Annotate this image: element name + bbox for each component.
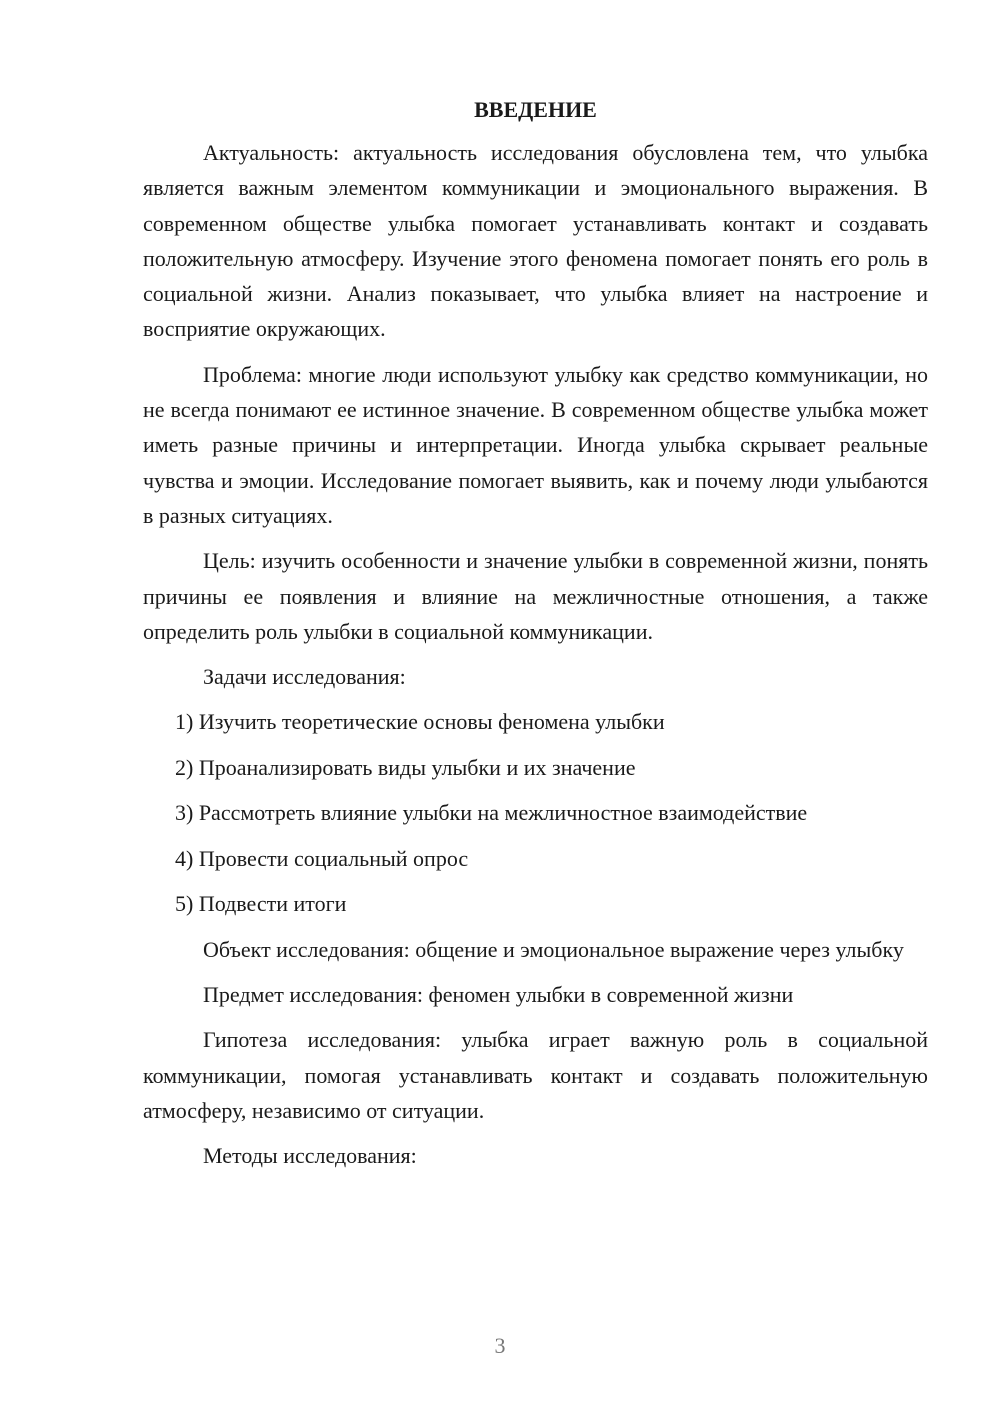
task-item-5: 5) Подвести итоги (175, 891, 347, 917)
document-page (143, 92, 928, 1184)
relevance-paragraph: Актуальность: актуальность исследования обусловлена тем, что улыбка является важным элементом коммуникации и эмоционального выражения. В современном обществе улыбка помогает устанавливать контакт и создавать положительную атмосферу. Изучение этого феномена помогает понять его роль в социальной жизни. Анализ показывает, что улыбка влияет на настроение и восприятие окружающих. (143, 140, 928, 342)
methods-heading: Методы исследования: (203, 1143, 417, 1169)
hypothesis-paragraph: Гипотеза исследования: улыбка играет важную роль в социальной коммуникации, помогая устанавливать контакт и создавать положительную атмосферу, независимо от ситуации. (143, 1027, 928, 1124)
tasks-list (143, 704, 928, 921)
subject-paragraph: Предмет исследования: феномен улыбки в современной жизни (203, 982, 794, 1008)
tasks-heading: Задачи исследования: (203, 664, 406, 690)
page-title: ВВЕДЕНИЕ (474, 97, 597, 122)
task-item-1: 1) Изучить теоретические основы феномена улыбки (175, 709, 665, 735)
page-number: 3 (494, 1333, 506, 1358)
problem-paragraph: Проблема: многие люди используют улыбку как средство коммуникации, но не всегда понимают ее истинное значение. В современном обществе улыбка может иметь разные причины и интерпретации. Иногда улыбка скрывает реальные чувства и эмоции. Исследование помогает выявить, как и почему люди улыбаются в разных ситуациях. (143, 361, 928, 528)
task-item-3: 3) Рассмотреть влияние улыбки на межличностное взаимодействие (175, 800, 808, 826)
task-item-2: 2) Проанализировать виды улыбки и их значение (175, 754, 636, 780)
task-item-4: 4) Провести социальный опрос (175, 845, 469, 871)
goal-paragraph: Цель: изучить особенности и значение улыбки в современной жизни, понять причины ее появления и влияние на межличностные отношения, а также определить роль улыбки в социальной коммуникации. (143, 548, 928, 644)
object-paragraph: Объект исследования: общение и эмоциональное выражение через улыбку (203, 936, 904, 962)
